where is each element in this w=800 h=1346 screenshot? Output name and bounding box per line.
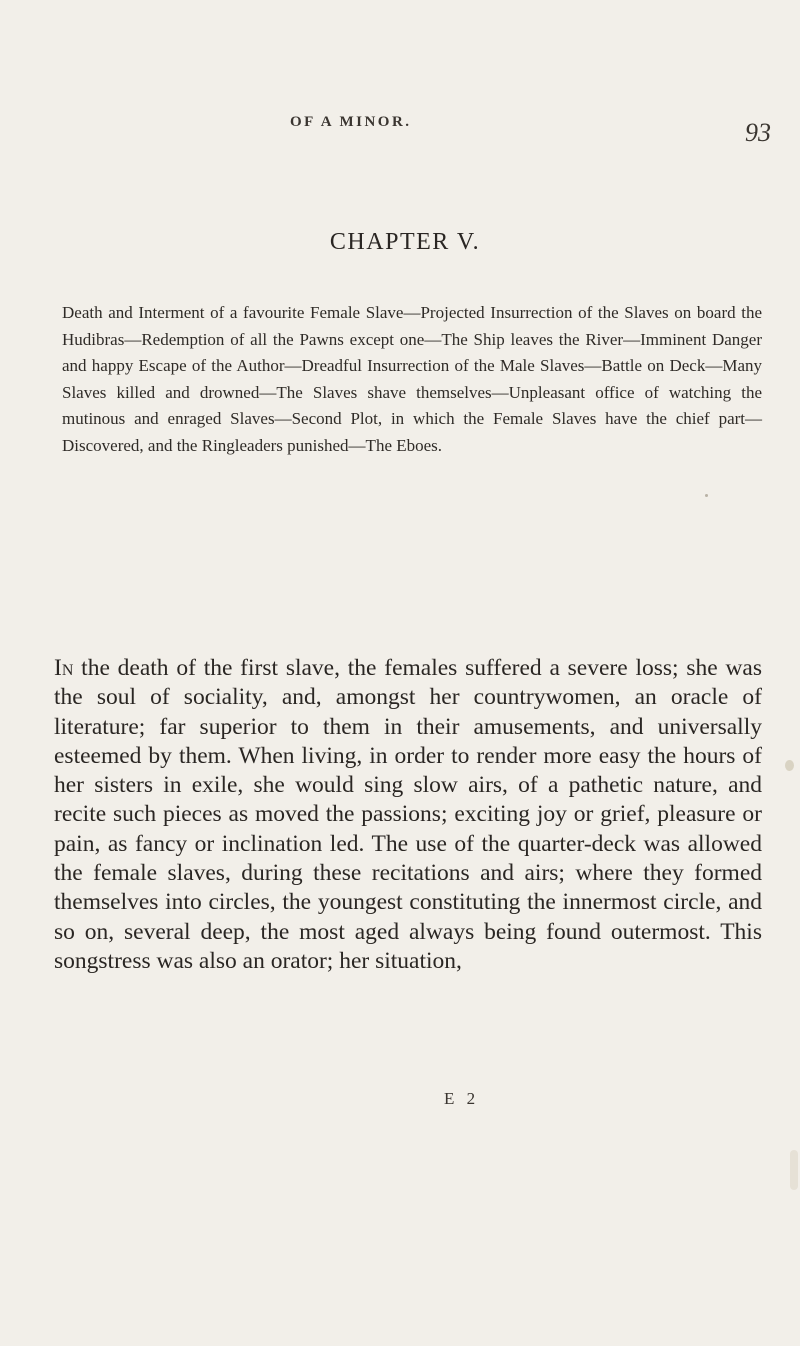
foxing-spot	[705, 494, 708, 497]
chapter-synopsis: Death and Interment of a favourite Female Slave—Projected Insurrection of the Slaves on board the Hudibras—Redemption of all the Pawns except one—The Ship leaves the River—Imminent Danger and happy Escape of the Author—Dreadful Insurrection of the Male Slaves—Battle on Deck—Many Slaves killed and drowned—The Slaves shave themselves—Unpleasant office of watching the mutinous and enraged Slaves—Second Plot, in which the Female Slaves have the chief part—Discovered, and the Ringleaders punished—The Eboes.	[62, 303, 762, 455]
body-paragraph	[54, 654, 762, 976]
signature-mark: E 2	[444, 1089, 480, 1108]
page-number: 93	[745, 118, 771, 147]
initial-word: In	[54, 655, 74, 681]
running-head	[0, 114, 800, 147]
foxing-spot	[790, 1150, 798, 1190]
paragraph-text: the death of the first slave, the females suffered a severe loss; she was the soul of sociality, and, amongst her countrywomen, an oracle of literature; far superior to them in their amusements, and universally esteemed by them. When living, in order to render more easy the hours of her sisters in exile, she would sing slow airs, of a pathetic nature, and recite such pieces as moved the passions; exciting joy or grief, pleasure or pain, as fancy or inclination led. The use of the quarter-deck was allowed the female slaves, during these recitations and airs; where they formed themselves into circles, the youngest constituting the innermost circle, and so on, several deep, the most aged always being found outermost. This songstress was also an orator; her situation,	[54, 655, 762, 974]
chapter-heading: CHAPTER V.	[329, 229, 481, 255]
foxing-spot	[785, 760, 794, 771]
running-title: OF A MINOR.	[290, 114, 412, 130]
